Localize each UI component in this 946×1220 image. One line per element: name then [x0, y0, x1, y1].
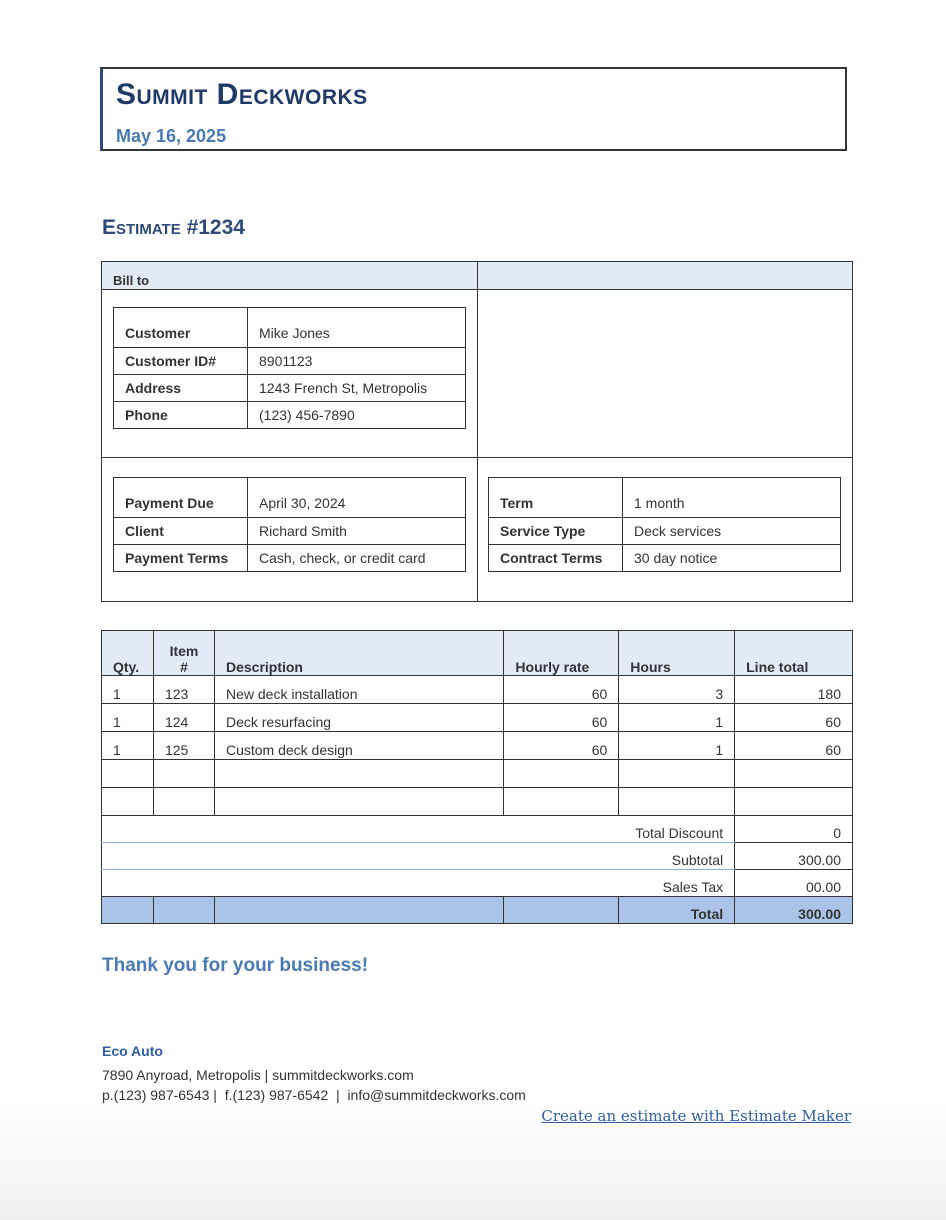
term-value: 1 month	[623, 478, 841, 518]
col-hours-header: Hours	[619, 631, 735, 676]
table-row-empty	[102, 788, 853, 816]
table-row	[102, 732, 853, 760]
rate-cell: 60	[504, 704, 619, 732]
client-row	[114, 518, 466, 545]
item-cell	[153, 788, 214, 816]
total-label: Total	[619, 897, 735, 924]
discount-value: 0	[735, 816, 853, 843]
customer-id-key: Customer ID#	[114, 348, 248, 375]
address-key: Address	[114, 375, 248, 402]
sales-tax-value: 00.00	[735, 870, 853, 897]
line-items-table	[101, 630, 853, 924]
bill-horizontal-divider	[102, 457, 852, 458]
payment-info-table	[113, 477, 466, 572]
qty-cell: 1	[102, 676, 154, 704]
table-row-empty	[102, 760, 853, 788]
col-qty-header: Qty.	[102, 631, 154, 676]
item-cell: 124	[153, 704, 214, 732]
item-cell: 123	[153, 676, 214, 704]
contract-info-table	[488, 477, 841, 572]
footer-address-line: 7890 Anyroad, Metropolis | summitdeckworks.com	[102, 1067, 414, 1083]
payment-terms-value: Cash, check, or credit card	[248, 545, 466, 572]
footer-contact-line: p.(123) 987-6543 | f.(123) 987-6542 | info@summitdeckworks.com	[102, 1087, 526, 1103]
col-item-header: Item #	[153, 631, 214, 676]
contract-terms-row	[489, 545, 841, 572]
rate-cell: 60	[504, 676, 619, 704]
subtotal-value: 300.00	[735, 843, 853, 870]
contract-terms-value: 30 day notice	[623, 545, 841, 572]
qty-cell	[102, 760, 154, 788]
subtotal-label: Subtotal	[102, 843, 735, 870]
payment-terms-key: Payment Terms	[114, 545, 248, 572]
client-key: Client	[114, 518, 248, 545]
description-cell	[214, 788, 503, 816]
bill-to-section	[101, 261, 853, 602]
company-header-box	[100, 67, 847, 151]
line-total-cell: 60	[735, 732, 853, 760]
address-value: 1243 French St, Metropolis	[248, 375, 466, 402]
description-cell: Custom deck design	[214, 732, 503, 760]
col-rate-header: Hourly rate	[504, 631, 619, 676]
description-cell	[214, 760, 503, 788]
total-blank-cell	[214, 897, 503, 924]
hours-cell: 1	[619, 732, 735, 760]
payment-due-key: Payment Due	[114, 478, 248, 518]
col-total-header: Line total	[735, 631, 853, 676]
bill-to-label: Bill to	[113, 273, 150, 288]
estimate-title-word: Estimate	[102, 216, 181, 239]
qty-cell: 1	[102, 732, 154, 760]
description-cell: Deck resurfacing	[214, 704, 503, 732]
description-cell: New deck installation	[214, 676, 503, 704]
phone-key: Phone	[114, 402, 248, 429]
term-row	[489, 478, 841, 518]
item-cell: 125	[153, 732, 214, 760]
term-key: Term	[489, 478, 623, 518]
payment-due-row	[114, 478, 466, 518]
hours-cell: 3	[619, 676, 735, 704]
line-total-cell: 60	[735, 704, 853, 732]
phone-value: (123) 456-7890	[248, 402, 466, 429]
customer-id-row	[114, 348, 466, 375]
table-row	[102, 704, 853, 732]
subtotal-row	[102, 843, 853, 870]
hours-cell	[619, 760, 735, 788]
footer-company-name: Eco Auto	[102, 1043, 163, 1059]
rate-cell	[504, 788, 619, 816]
estimate-title	[102, 216, 245, 240]
col-description-header: Description	[214, 631, 503, 676]
discount-row	[102, 816, 853, 843]
payment-terms-row	[114, 545, 466, 572]
line-total-cell: 180	[735, 676, 853, 704]
estimate-number: #1234	[186, 216, 245, 239]
table-row	[102, 676, 853, 704]
customer-row	[114, 308, 466, 348]
service-type-key: Service Type	[489, 518, 623, 545]
customer-value: Mike Jones	[248, 308, 466, 348]
total-blank-cell	[153, 897, 214, 924]
company-name: Summit Deckworks	[116, 78, 368, 111]
customer-key: Customer	[114, 308, 248, 348]
hours-cell	[619, 788, 735, 816]
qty-cell: 1	[102, 704, 154, 732]
service-type-row	[489, 518, 841, 545]
rate-cell: 60	[504, 732, 619, 760]
bill-vertical-divider	[477, 262, 478, 601]
total-blank-cell	[102, 897, 154, 924]
total-blank-cell	[504, 897, 619, 924]
total-value: 300.00	[735, 897, 853, 924]
phone-row	[114, 402, 466, 429]
sales-tax-row	[102, 870, 853, 897]
customer-id-value: 8901123	[248, 348, 466, 375]
hours-cell: 1	[619, 704, 735, 732]
thank-you-message: Thank you for your business!	[102, 955, 369, 976]
qty-cell	[102, 788, 154, 816]
discount-label: Total Discount	[102, 816, 735, 843]
total-row	[102, 897, 853, 924]
items-header-row	[102, 631, 853, 676]
estimate-maker-link[interactable]: Create an estimate with Estimate Maker	[541, 1107, 851, 1125]
header-date: May 16, 2025	[116, 126, 227, 146]
line-total-cell	[735, 760, 853, 788]
service-type-value: Deck services	[623, 518, 841, 545]
contract-terms-key: Contract Terms	[489, 545, 623, 572]
item-cell	[153, 760, 214, 788]
sales-tax-label: Sales Tax	[102, 870, 735, 897]
client-value: Richard Smith	[248, 518, 466, 545]
payment-due-value: April 30, 2024	[248, 478, 466, 518]
line-total-cell	[735, 788, 853, 816]
customer-info-table	[113, 307, 466, 429]
address-row	[114, 375, 466, 402]
rate-cell	[504, 760, 619, 788]
